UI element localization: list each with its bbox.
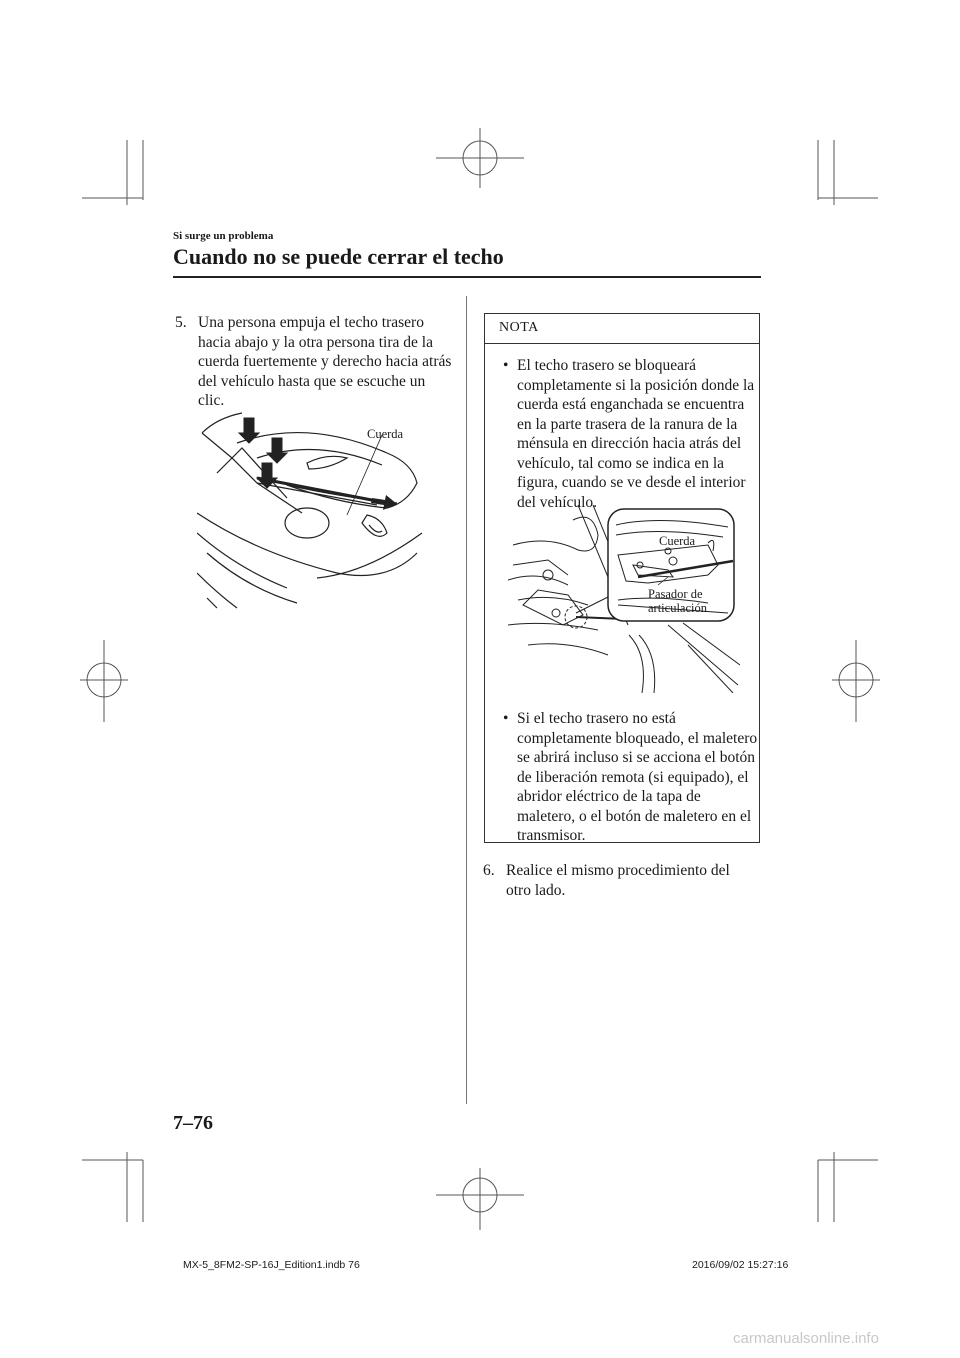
- note-header: [485, 314, 759, 344]
- step-5: [175, 313, 455, 413]
- note-title: NOTA: [499, 320, 539, 335]
- label-cord: Cuerda: [659, 534, 696, 548]
- bullet-icon: •: [503, 357, 509, 374]
- step-text: Realice el mismo procedimiento del otro lado.: [506, 862, 730, 899]
- footer-date-info: 2016/09/02 15:27:16: [692, 1259, 789, 1271]
- step-text: Una persona empuja el techo trasero hacia abajo y la otra persona tira de la cuerda fuertemente y derecho hacia atrás del vehículo hasta que se escuche un clic.: [198, 314, 452, 409]
- figure-rear-roof-cord: [197, 403, 425, 610]
- label-pin-line2: articulación: [648, 601, 707, 615]
- note-bullet-1: [503, 356, 761, 511]
- column-divider: [466, 296, 467, 1104]
- watermark: carmanualsonline.info: [733, 1330, 879, 1347]
- page-number: 7–76: [173, 1112, 213, 1134]
- step-number: 5.: [175, 314, 187, 331]
- figure-hinge-detail: [508, 505, 740, 693]
- label-cord: Cuerda: [367, 427, 404, 441]
- label-pin-line1: Pasador de: [648, 587, 703, 601]
- note-bullet-text: Si el techo trasero no está completamente bloqueado, el maletero se abrirá incluso si se acciona el botón de liberación remota (si equipado), el abridor eléctrico de la tapa de maletero, o el botón de maletero en el transmisor.: [517, 710, 758, 844]
- note-bullet-2: [503, 709, 761, 844]
- page-title: Cuando no se puede cerrar el techo: [173, 244, 504, 269]
- note-bullet-text: El techo trasero se bloqueará completamente si la posición donde la cuerda está enganchada se encuentra en la parte trasera de la ranura de la ménsula en dirección hacia atrás del vehículo, tal como se indica en la figura, cuando se ve desde el interior del vehículo.: [517, 357, 755, 511]
- bullet-icon: •: [503, 710, 509, 727]
- title-rule: [173, 276, 761, 278]
- section-label: Si surge un problema: [173, 230, 274, 242]
- step-number: 6.: [483, 862, 495, 879]
- hinge-illustration: [508, 505, 740, 693]
- step-6: [483, 861, 758, 906]
- footer-file-info: MX-5_8FM2-SP-16J_Edition1.indb 76: [183, 1259, 360, 1271]
- arrow-pull-icon: [371, 495, 397, 510]
